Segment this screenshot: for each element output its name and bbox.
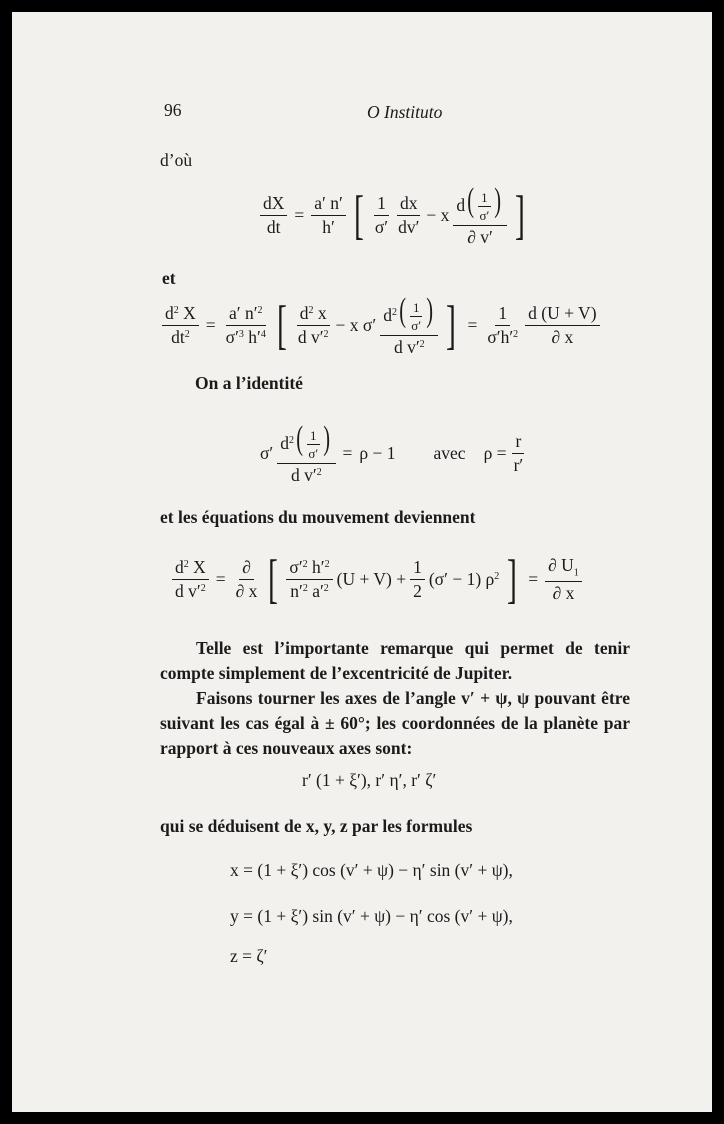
formula-z: z = ζ′ — [230, 946, 268, 966]
avec-word: avec — [433, 442, 466, 463]
text-line-dou: d’où — [160, 150, 193, 170]
equation-4: $\frac{d^2 X}{d v'^2}$ = $\frac{\partial}{\partial x}$ [ $\frac{\sigma'^2 h'^2}{n'^2 a'^2}$ (U + V) + $\frac{1}{2}$ (σ′ − 1) $\rho^2$ ] = $\frac{\partial U_1}{\partial x}$ — [172, 552, 582, 606]
running-title: O Instituto — [367, 102, 443, 122]
coordinates-line: r′ (1 + ξ′), r′ η′, r′ ζ′ — [302, 770, 437, 790]
text-line-et: et — [162, 268, 176, 288]
page-number: 96 — [164, 100, 182, 120]
paragraph-telle: Telle est l’importante remarque qui permet de tenir compte simplement de l’excentricité de Jupiter. — [160, 638, 630, 683]
text-line-deduisent: qui se déduisent de x, y, z par les formules — [160, 816, 473, 836]
formula-x: x = (1 + ξ′) cos (v′ + ψ) − η′ sin (v′ + ψ), — [230, 860, 513, 880]
equation-2: $\frac{d^2 X}{dt^2}$ = $\frac{a' n'^2}{\sigma'^3 h'^4}$ [ $\frac{d^2 x}{d v'^2}$ − x σ′ $d^2$( $\frac{1}{\sigma'}$ ) d $v'^2$ ] = $\frac{1}{\sigma'h'^2}$ $\frac{d (U + V)}{\partial x}$ — [162, 294, 600, 357]
text-line-equations: et les équations du mouvement deviennent — [160, 507, 476, 527]
document-page — [12, 12, 712, 1112]
equation-3: σ′ $d^2$( $\frac{1}{\sigma'}$ ) d $v'^2$ = ρ − 1 avec ρ = $\frac{r}{r'}$ — [260, 420, 524, 486]
formula-y: y = (1 + ξ′) sin (v′ + ψ) − η′ cos (v′ + ψ), — [230, 906, 513, 926]
paragraph-faisons: Faisons tourner les axes de l’angle v′ + ψ, ψ pouvant être suivant les cas égal à ± 60°; les coordonnées de la planète par rapport à ces nouveaux axes sont: — [160, 688, 630, 758]
equation-1: $\frac{dX}{dt}$ = $\frac{a' n'}{h'}$ [ $\frac{1}{\sigma'}$ $\frac{dx}{dv'}$ − x d( $\frac{1}{\sigma'}$ ) ∂ v′ ] — [260, 184, 529, 247]
text-line-identite: On a l’identité — [195, 373, 303, 393]
